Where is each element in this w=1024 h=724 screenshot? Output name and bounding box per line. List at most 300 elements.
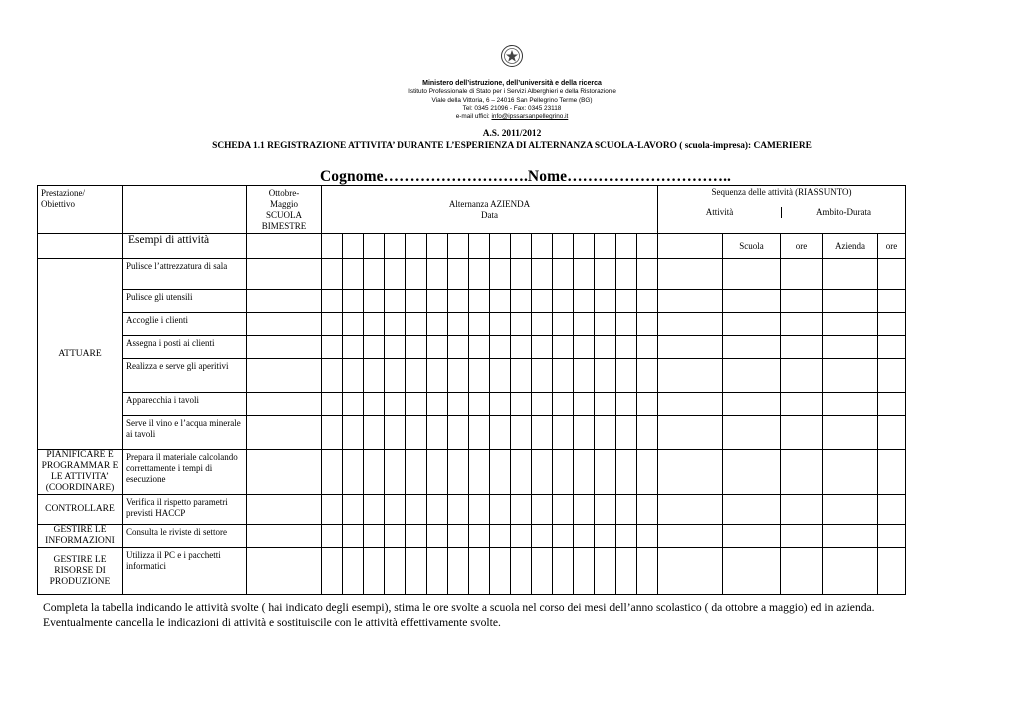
summary-cell[interactable] bbox=[658, 393, 723, 416]
ore-azienda-subheader: ore bbox=[878, 234, 906, 259]
activity-example-cell: Utilizza il PC e i pacchetti informatici bbox=[123, 548, 247, 595]
company-date-cell[interactable] bbox=[364, 495, 385, 525]
company-date-cell[interactable] bbox=[364, 290, 385, 313]
company-date-cell[interactable] bbox=[553, 525, 574, 548]
azienda-subheader: Azienda bbox=[823, 234, 878, 259]
summary-cell[interactable] bbox=[878, 525, 906, 548]
company-date-cell[interactable] bbox=[490, 290, 511, 313]
summary-cell[interactable] bbox=[723, 416, 781, 450]
company-date-cell[interactable] bbox=[637, 393, 658, 416]
activity-example-cell: Accoglie i clienti bbox=[123, 313, 247, 336]
company-date-cell[interactable] bbox=[637, 450, 658, 495]
summary-cell[interactable] bbox=[781, 393, 823, 416]
company-date-cell[interactable] bbox=[637, 313, 658, 336]
company-date-cell[interactable] bbox=[595, 450, 616, 495]
col-alternanza-header: Alternanza AZIENDA Data bbox=[322, 186, 658, 234]
table-row bbox=[38, 359, 906, 393]
company-date-cell[interactable] bbox=[490, 548, 511, 595]
company-date-cell[interactable] bbox=[532, 259, 553, 290]
company-date-cell[interactable] bbox=[343, 290, 364, 313]
company-date-cell[interactable] bbox=[364, 416, 385, 450]
company-date-cell[interactable] bbox=[406, 416, 427, 450]
company-date-cell[interactable] bbox=[427, 450, 448, 495]
company-date-cell[interactable] bbox=[364, 393, 385, 416]
table-row bbox=[38, 548, 906, 595]
company-date-cell[interactable] bbox=[343, 359, 364, 393]
company-date-cell[interactable] bbox=[490, 313, 511, 336]
company-date-cell[interactable] bbox=[343, 393, 364, 416]
company-date-cell[interactable] bbox=[511, 525, 532, 548]
company-date-cell[interactable] bbox=[343, 336, 364, 359]
company-date-cell[interactable] bbox=[406, 259, 427, 290]
company-date-cell[interactable] bbox=[532, 313, 553, 336]
company-date-cell[interactable] bbox=[595, 359, 616, 393]
summary-cell[interactable] bbox=[878, 450, 906, 495]
summary-cell[interactable] bbox=[658, 416, 723, 450]
activity-example-cell: Serve il vino e l’acqua minerale ai tavoli bbox=[123, 416, 247, 450]
company-date-cell[interactable] bbox=[574, 548, 595, 595]
company-date-cell[interactable] bbox=[448, 393, 469, 416]
company-date-cell[interactable] bbox=[448, 336, 469, 359]
summary-cell[interactable] bbox=[723, 495, 781, 525]
company-date-cell[interactable] bbox=[364, 525, 385, 548]
company-date-cell[interactable] bbox=[616, 495, 637, 525]
company-date-cell[interactable] bbox=[616, 313, 637, 336]
summary-cell[interactable] bbox=[878, 336, 906, 359]
summary-cell[interactable] bbox=[723, 259, 781, 290]
company-date-cell[interactable] bbox=[322, 393, 343, 416]
summary-cell[interactable] bbox=[823, 416, 878, 450]
company-date-cell[interactable] bbox=[553, 495, 574, 525]
company-date-cell[interactable] bbox=[532, 548, 553, 595]
company-date-cell[interactable] bbox=[469, 290, 490, 313]
company-date-cell[interactable] bbox=[427, 290, 448, 313]
summary-cell[interactable] bbox=[781, 313, 823, 336]
company-date-cell[interactable] bbox=[595, 416, 616, 450]
company-date-cell[interactable] bbox=[532, 393, 553, 416]
table-row bbox=[38, 495, 906, 525]
summary-cell[interactable] bbox=[781, 359, 823, 393]
instructions-line-2: Eventualmente cancella le indicazioni di attività e sostituiscile con le attività effettivamente svolte. bbox=[43, 615, 501, 629]
summary-cell[interactable] bbox=[723, 525, 781, 548]
company-date-cell[interactable] bbox=[616, 393, 637, 416]
company-date-cell[interactable] bbox=[406, 450, 427, 495]
company-date-cell[interactable] bbox=[406, 290, 427, 313]
company-date-cell[interactable] bbox=[637, 525, 658, 548]
company-date-cell[interactable] bbox=[574, 393, 595, 416]
category-cell: PIANIFICARE E PROGRAMMAR E LE ATTIVITA’ (COORDINARE) bbox=[38, 450, 123, 495]
summary-cell[interactable] bbox=[658, 259, 723, 290]
company-date-cell[interactable] bbox=[637, 548, 658, 595]
summary-cell[interactable] bbox=[823, 495, 878, 525]
company-date-cell[interactable] bbox=[511, 336, 532, 359]
school-bimester-cell[interactable] bbox=[247, 336, 322, 359]
company-date-cell[interactable] bbox=[532, 525, 553, 548]
summary-cell[interactable] bbox=[781, 495, 823, 525]
company-date-cell[interactable] bbox=[406, 393, 427, 416]
company-date-cell[interactable] bbox=[616, 450, 637, 495]
summary-cell[interactable] bbox=[723, 393, 781, 416]
company-date-cell[interactable] bbox=[553, 450, 574, 495]
company-date-cell[interactable] bbox=[553, 359, 574, 393]
school-bimester-cell[interactable] bbox=[247, 359, 322, 393]
company-date-cell[interactable] bbox=[427, 259, 448, 290]
company-date-cell[interactable] bbox=[469, 259, 490, 290]
company-date-cell[interactable] bbox=[637, 259, 658, 290]
company-date-cell[interactable] bbox=[616, 359, 637, 393]
company-date-cell[interactable] bbox=[343, 525, 364, 548]
company-date-cell[interactable] bbox=[322, 525, 343, 548]
blank-header-cell bbox=[123, 186, 247, 234]
summary-cell[interactable] bbox=[658, 495, 723, 525]
company-date-cell[interactable] bbox=[448, 450, 469, 495]
summary-cell[interactable] bbox=[878, 313, 906, 336]
school-bimester-cell[interactable] bbox=[247, 548, 322, 595]
company-date-cell[interactable] bbox=[469, 336, 490, 359]
company-date-cell[interactable] bbox=[406, 313, 427, 336]
col-sequenza-header bbox=[658, 186, 906, 234]
attivita-label: Attività bbox=[658, 207, 782, 218]
summary-cell[interactable] bbox=[658, 525, 723, 548]
summary-cell[interactable] bbox=[781, 450, 823, 495]
summary-cell[interactable] bbox=[781, 525, 823, 548]
summary-cell[interactable] bbox=[823, 359, 878, 393]
company-date-cell[interactable] bbox=[343, 495, 364, 525]
activity-registration-table bbox=[37, 185, 906, 595]
summary-cell[interactable] bbox=[723, 548, 781, 595]
company-date-cell[interactable] bbox=[574, 359, 595, 393]
company-date-cell[interactable] bbox=[385, 336, 406, 359]
company-date-cell[interactable] bbox=[406, 548, 427, 595]
company-date-cell[interactable] bbox=[490, 336, 511, 359]
company-date-cell[interactable] bbox=[448, 359, 469, 393]
company-date-cell[interactable] bbox=[490, 393, 511, 416]
summary-cell[interactable] bbox=[823, 393, 878, 416]
company-date-cell[interactable] bbox=[427, 548, 448, 595]
company-date-cell[interactable] bbox=[511, 450, 532, 495]
summary-cell[interactable] bbox=[878, 259, 906, 290]
table-row bbox=[38, 525, 906, 548]
company-date-cell[interactable] bbox=[448, 259, 469, 290]
company-date-cell[interactable] bbox=[490, 416, 511, 450]
company-date-cell[interactable] bbox=[553, 313, 574, 336]
company-date-cell[interactable] bbox=[532, 290, 553, 313]
category-cell: CONTROLLARE bbox=[38, 495, 123, 525]
summary-cell[interactable] bbox=[878, 495, 906, 525]
ministry-name: Ministero dell’istruzione, dell’università e della ricerca bbox=[422, 80, 602, 88]
company-date-cell[interactable] bbox=[511, 416, 532, 450]
company-date-cell[interactable] bbox=[448, 525, 469, 548]
company-date-cell[interactable] bbox=[343, 313, 364, 336]
table-row bbox=[38, 336, 906, 359]
summary-cell[interactable] bbox=[823, 259, 878, 290]
company-date-cell[interactable] bbox=[595, 525, 616, 548]
company-date-cell[interactable] bbox=[343, 548, 364, 595]
summary-cell[interactable] bbox=[781, 336, 823, 359]
esempi-label: Esempi di attività bbox=[123, 234, 247, 259]
company-date-cell[interactable] bbox=[406, 525, 427, 548]
company-date-cell[interactable] bbox=[469, 495, 490, 525]
company-date-cell[interactable] bbox=[511, 495, 532, 525]
company-date-cell[interactable] bbox=[553, 393, 574, 416]
summary-cell[interactable] bbox=[723, 313, 781, 336]
company-date-cell[interactable] bbox=[427, 416, 448, 450]
company-date-cell[interactable] bbox=[490, 359, 511, 393]
company-date-cell[interactable] bbox=[616, 525, 637, 548]
table-row bbox=[38, 393, 906, 416]
summary-cell[interactable] bbox=[878, 359, 906, 393]
company-date-cell[interactable] bbox=[532, 495, 553, 525]
company-date-cell[interactable] bbox=[343, 259, 364, 290]
company-date-cell[interactable] bbox=[322, 416, 343, 450]
company-date-cell[interactable] bbox=[385, 259, 406, 290]
company-date-cell[interactable] bbox=[637, 495, 658, 525]
sequenza-title: Sequenza delle attività (RIASSUNTO) bbox=[711, 187, 852, 197]
company-date-cell[interactable] bbox=[595, 548, 616, 595]
activity-example-cell: Assegna i posti ai clienti bbox=[123, 336, 247, 359]
school-letterhead bbox=[394, 44, 630, 121]
company-date-cell[interactable] bbox=[574, 313, 595, 336]
company-date-cell[interactable] bbox=[448, 313, 469, 336]
company-date-cell[interactable] bbox=[574, 290, 595, 313]
company-date-cell[interactable] bbox=[511, 290, 532, 313]
company-date-cell[interactable] bbox=[427, 495, 448, 525]
summary-cell[interactable] bbox=[878, 290, 906, 313]
company-date-cell[interactable] bbox=[322, 548, 343, 595]
company-date-cell[interactable] bbox=[469, 416, 490, 450]
summary-cell[interactable] bbox=[723, 336, 781, 359]
company-date-cell[interactable] bbox=[469, 313, 490, 336]
company-date-cell[interactable] bbox=[574, 495, 595, 525]
table-row bbox=[38, 290, 906, 313]
company-date-cell[interactable] bbox=[637, 290, 658, 313]
company-date-cell[interactable] bbox=[364, 548, 385, 595]
company-date-cell[interactable] bbox=[427, 313, 448, 336]
school-bimester-cell[interactable] bbox=[247, 313, 322, 336]
activity-rows bbox=[38, 259, 906, 595]
company-date-cell[interactable] bbox=[469, 525, 490, 548]
activity-example-cell: Prepara il materiale calcolando correttamente i tempi di esecuzione bbox=[123, 450, 247, 495]
col-prestazione-header: Prestazione/ Obiettivo bbox=[38, 186, 123, 234]
company-date-cell[interactable] bbox=[364, 359, 385, 393]
company-date-cell[interactable] bbox=[385, 495, 406, 525]
summary-cell[interactable] bbox=[781, 416, 823, 450]
company-date-cell[interactable] bbox=[322, 495, 343, 525]
company-date-cell[interactable] bbox=[406, 336, 427, 359]
company-date-cell[interactable] bbox=[469, 450, 490, 495]
company-date-cell[interactable] bbox=[616, 259, 637, 290]
company-date-cell[interactable] bbox=[616, 290, 637, 313]
summary-cell[interactable] bbox=[823, 525, 878, 548]
company-date-cell[interactable] bbox=[427, 393, 448, 416]
company-date-cell[interactable] bbox=[532, 416, 553, 450]
italian-emblem-icon bbox=[500, 44, 524, 68]
table-row bbox=[38, 313, 906, 336]
company-date-cell[interactable] bbox=[553, 548, 574, 595]
company-date-cell[interactable] bbox=[490, 495, 511, 525]
email-link[interactable]: info@ipssarsanpellegrino.it bbox=[491, 113, 569, 121]
company-date-cell[interactable] bbox=[574, 450, 595, 495]
summary-cell[interactable] bbox=[823, 450, 878, 495]
company-date-cell[interactable] bbox=[553, 336, 574, 359]
company-date-cell[interactable] bbox=[385, 548, 406, 595]
company-date-cell[interactable] bbox=[595, 313, 616, 336]
company-date-cell[interactable] bbox=[448, 290, 469, 313]
company-date-cell[interactable] bbox=[595, 259, 616, 290]
ambito-durata-label: Ambito-Durata bbox=[816, 207, 871, 217]
summary-cell[interactable] bbox=[658, 336, 723, 359]
activity-example-cell: Pulisce gli utensili bbox=[123, 290, 247, 313]
company-date-cell[interactable] bbox=[469, 393, 490, 416]
company-date-cell[interactable] bbox=[343, 450, 364, 495]
student-name-field[interactable]: Cognome……………………….Nome………………………….. bbox=[320, 168, 732, 185]
company-date-cell[interactable] bbox=[637, 359, 658, 393]
document-title: SCHEDA 1.1 REGISTRAZIONE ATTIVITA’ DURANTE L’ESPERIENZA DI ALTERNANZA SCUOLA-LAVORO ( scuola-impresa): CAMERIERE bbox=[212, 141, 812, 151]
company-date-cell[interactable] bbox=[511, 259, 532, 290]
company-date-cell[interactable] bbox=[637, 416, 658, 450]
school-year: A.S. 2011/2012 bbox=[482, 129, 542, 139]
company-date-cell[interactable] bbox=[574, 336, 595, 359]
company-date-cell[interactable] bbox=[364, 336, 385, 359]
company-date-cell[interactable] bbox=[490, 259, 511, 290]
school-bimester-cell[interactable] bbox=[247, 495, 322, 525]
company-date-cell[interactable] bbox=[574, 416, 595, 450]
summary-cell[interactable] bbox=[878, 416, 906, 450]
summary-cell[interactable] bbox=[823, 336, 878, 359]
school-bimester-cell[interactable] bbox=[247, 416, 322, 450]
company-date-cell[interactable] bbox=[385, 290, 406, 313]
company-date-cell[interactable] bbox=[616, 336, 637, 359]
company-date-cell[interactable] bbox=[427, 525, 448, 548]
company-date-cell[interactable] bbox=[427, 336, 448, 359]
company-date-cell[interactable] bbox=[595, 393, 616, 416]
activity-example-cell: Verifica il rispetto parametri previsti HACCP bbox=[123, 495, 247, 525]
company-date-cell[interactable] bbox=[511, 548, 532, 595]
company-date-cell[interactable] bbox=[385, 313, 406, 336]
school-bimester-cell[interactable] bbox=[247, 525, 322, 548]
activity-example-cell: Realizza e serve gli aperitivi bbox=[123, 359, 247, 393]
company-date-cell[interactable] bbox=[448, 495, 469, 525]
summary-cell[interactable] bbox=[823, 290, 878, 313]
company-date-cell[interactable] bbox=[574, 259, 595, 290]
company-date-cell[interactable] bbox=[385, 525, 406, 548]
company-date-cell[interactable] bbox=[385, 450, 406, 495]
company-date-cell[interactable] bbox=[469, 548, 490, 595]
company-date-cell[interactable] bbox=[427, 359, 448, 393]
company-date-cell[interactable] bbox=[616, 416, 637, 450]
instructions bbox=[43, 601, 875, 630]
company-date-cell[interactable] bbox=[385, 393, 406, 416]
company-date-cell[interactable] bbox=[469, 359, 490, 393]
company-date-cell[interactable] bbox=[637, 336, 658, 359]
company-date-cell[interactable] bbox=[322, 450, 343, 495]
activity-example-cell: Consulta le riviste di settore bbox=[123, 525, 247, 548]
activity-example-cell: Apparecchia i tavoli bbox=[123, 393, 247, 416]
category-cell: ATTUARE bbox=[38, 259, 123, 450]
activity-example-cell: Pulisce l’attrezzatura di sala bbox=[123, 259, 247, 290]
company-date-cell[interactable] bbox=[574, 525, 595, 548]
company-date-cell[interactable] bbox=[511, 393, 532, 416]
company-date-cell[interactable] bbox=[448, 548, 469, 595]
company-date-cell[interactable] bbox=[322, 313, 343, 336]
summary-cell[interactable] bbox=[658, 548, 723, 595]
company-date-cell[interactable] bbox=[322, 359, 343, 393]
summary-cell[interactable] bbox=[781, 259, 823, 290]
company-date-cell[interactable] bbox=[322, 336, 343, 359]
table-row bbox=[38, 450, 906, 495]
company-date-cell[interactable] bbox=[511, 313, 532, 336]
company-date-cell[interactable] bbox=[364, 313, 385, 336]
company-date-cell[interactable] bbox=[385, 359, 406, 393]
company-date-cell[interactable] bbox=[343, 416, 364, 450]
subheader-row bbox=[38, 234, 906, 259]
instructions-line-1: Completa la tabella indicando le attività svolte ( hai indicato degli esempi), stima le ore svolte a scuola nel corso dei mesi dell’anno scolastico ( da ottobre a maggio) ed in azienda. bbox=[43, 601, 875, 614]
company-date-cell[interactable] bbox=[553, 259, 574, 290]
company-date-cell[interactable] bbox=[595, 290, 616, 313]
institute-address: Viale della Vittoria, 6 – 24016 San Pellegrino Terme (BG) bbox=[431, 96, 593, 104]
summary-cell[interactable] bbox=[781, 548, 823, 595]
category-cell: GESTIRE LE RISORSE DI PRODUZIONE bbox=[38, 548, 123, 595]
company-date-cell[interactable] bbox=[448, 416, 469, 450]
summary-cell[interactable] bbox=[658, 290, 723, 313]
company-date-cell[interactable] bbox=[490, 450, 511, 495]
summary-cell[interactable] bbox=[823, 313, 878, 336]
company-date-cell[interactable] bbox=[616, 548, 637, 595]
table-row bbox=[38, 416, 906, 450]
company-date-cell[interactable] bbox=[553, 290, 574, 313]
company-date-cell[interactable] bbox=[490, 525, 511, 548]
company-date-cell[interactable] bbox=[406, 495, 427, 525]
summary-cell[interactable] bbox=[658, 450, 723, 495]
category-cell: GESTIRE LE INFORMAZIONI bbox=[38, 525, 123, 548]
company-date-cell[interactable] bbox=[406, 359, 427, 393]
company-date-cell[interactable] bbox=[322, 259, 343, 290]
scuola-subheader: Scuola bbox=[723, 234, 781, 259]
company-date-cell[interactable] bbox=[532, 359, 553, 393]
company-date-cell[interactable] bbox=[385, 416, 406, 450]
school-bimester-cell[interactable] bbox=[247, 259, 322, 290]
summary-cell[interactable] bbox=[878, 393, 906, 416]
company-date-cell[interactable] bbox=[322, 290, 343, 313]
summary-cell[interactable] bbox=[781, 290, 823, 313]
header-row bbox=[38, 186, 906, 234]
ore-scuola-subheader: ore bbox=[781, 234, 823, 259]
school-bimester-cell[interactable] bbox=[247, 290, 322, 313]
school-bimester-cell[interactable] bbox=[247, 393, 322, 416]
company-date-cell[interactable] bbox=[364, 259, 385, 290]
summary-cell[interactable] bbox=[658, 359, 723, 393]
institute-email-line bbox=[394, 113, 630, 121]
table-row bbox=[38, 259, 906, 290]
summary-cell[interactable] bbox=[658, 313, 723, 336]
company-date-cell[interactable] bbox=[595, 495, 616, 525]
company-date-cell[interactable] bbox=[532, 450, 553, 495]
summary-cell[interactable] bbox=[723, 290, 781, 313]
summary-cell[interactable] bbox=[723, 450, 781, 495]
company-date-cell[interactable] bbox=[364, 450, 385, 495]
email-label: e-mail uffici: bbox=[455, 113, 492, 121]
summary-cell[interactable] bbox=[823, 548, 878, 595]
company-date-cell[interactable] bbox=[553, 416, 574, 450]
institute-name: Istituto Professionale di Stato per i Servizi Alberghieri e della Ristorazione bbox=[408, 88, 616, 96]
summary-cell[interactable] bbox=[878, 548, 906, 595]
institute-phone: Tel: 0345 21096 - Fax: 0345 23118 bbox=[462, 104, 562, 112]
summary-cell[interactable] bbox=[723, 359, 781, 393]
company-date-cell[interactable] bbox=[511, 359, 532, 393]
school-bimester-cell[interactable] bbox=[247, 450, 322, 495]
company-date-cell[interactable] bbox=[595, 336, 616, 359]
company-date-cell[interactable] bbox=[532, 336, 553, 359]
